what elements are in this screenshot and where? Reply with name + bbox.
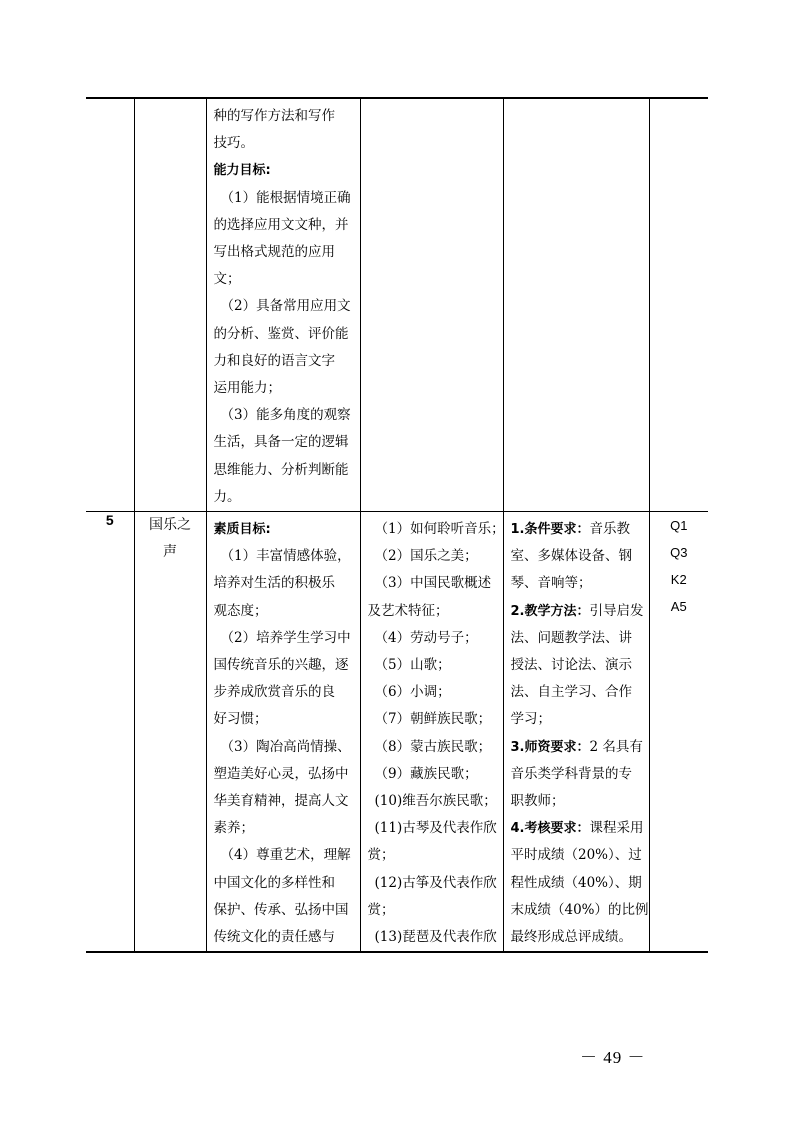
code-item: K2 [670,572,687,588]
text-line: 传统文化的责任感与 [213,929,335,946]
text-line: （2）国乐之美； [374,548,478,565]
text-line: (11)古琴及代表作欣 [374,820,497,837]
text-line: 思维能力、分析判断能 [213,461,349,478]
text-line: （1）能根据情境正确 [220,189,351,206]
course-name-line: 声 [163,544,177,561]
requirement-text: 音乐教 [589,521,630,538]
text-line: （8）蒙古族民歌； [374,738,492,755]
requirement-line [511,652,643,679]
requirement-text: 室、多媒体设备、钢 [510,548,632,565]
requirement-line [511,543,643,570]
text-line: (13)琵琶及代表作欣 [374,929,497,946]
objectives-cell [206,512,360,953]
text-line: （5）山歌； [374,657,451,674]
requirements-text [504,512,649,951]
requirement-line [511,516,643,543]
codes-cell [649,98,708,512]
text-line: 的选择应用文文种，并 [213,216,349,233]
objectives-text [207,512,360,951]
code-item: Q1 [670,518,688,534]
text-line: 观态度； [213,602,268,619]
text-line: 赏； [367,901,395,918]
requirement-text: 职教师； [510,793,565,810]
code-item: A5 [670,599,687,615]
text-line: 力和良好的语言文字 [213,352,335,369]
course-table [86,97,708,953]
requirement-line [511,842,643,869]
text-line: 赏； [367,847,395,864]
requirement-line [511,706,643,733]
requirement-line [511,870,643,897]
course-name-cell [134,98,206,512]
text-line: 步养成欣赏音乐的良 [213,684,335,701]
text-line: 写出格式规范的应用 [213,244,335,261]
text-line: 华美育精神，提高人文 [213,793,349,810]
text-line: （3）陶冶高尚情操、 [220,738,351,755]
course-number: 5 [86,512,134,953]
requirement-line [511,924,643,951]
text-line: 中国文化的多样性和 [213,874,335,891]
text-line: 种的写作方法和写作 [213,108,335,124]
text-line: 生活，具备一定的逻辑 [213,434,349,451]
text-line: (12)古筝及代表作欣 [374,874,497,891]
requirement-text: 琴、音响等； [510,575,592,592]
text-line: 文； [213,271,241,288]
contents-cell [360,512,503,953]
requirement-line [511,598,643,625]
text-line: 技巧。 [213,135,254,152]
text-line: 运用能力； [213,380,281,397]
codes-cell [649,512,708,953]
requirement-text: 程性成绩（40%）、期 [510,874,642,891]
requirement-line [511,788,643,815]
requirements-cell [503,512,649,953]
requirement-heading: 4.考核要求： [510,821,590,837]
number-cell [86,98,134,512]
requirement-heading: 3.师资要求： [510,739,590,755]
requirement-line [511,734,643,761]
text-line: 素养； [213,820,254,837]
contents-text [361,512,503,951]
requirements-cell [503,98,649,512]
text-line: 塑造美好心灵，弘扬中 [213,765,349,782]
text-line: 的分析、鉴赏、评价能 [213,325,349,342]
requirement-line [511,679,643,706]
requirement-text: 2 名具有 [589,738,643,755]
text-line: （1）如何聆听音乐； [374,521,505,538]
requirement-text: 法、问题教学法、讲 [510,629,632,646]
objectives-text [207,99,360,511]
requirement-heading: 2.教学方法： [510,603,590,619]
requirement-text: 课程采用 [589,820,644,837]
text-line: （9）藏族民歌； [374,765,478,782]
text-line: （3）中国民歌概述 [374,575,492,592]
text-line: 及艺术特征； [367,602,449,619]
text-line: （3）能多角度的观察 [220,407,351,424]
requirement-text: 法、自主学习、合作 [510,684,632,701]
text-line: 力。 [213,488,241,505]
requirement-text: 引导启发 [589,602,644,619]
requirement-line [510,897,649,924]
text-line: (10)维吾尔族民歌； [374,793,497,810]
requirement-text: 音乐类学科背景的专 [510,765,632,782]
code-item: Q3 [670,545,688,561]
text-line: 保护、传承、弘扬中国 [213,901,349,918]
requirement-heading: 1.条件要求： [510,522,590,538]
text-line: （4）劳动号子； [374,629,478,646]
requirement-line [511,815,643,842]
text-line: 素质目标: [213,522,271,538]
requirement-text: 学习； [510,711,551,728]
text-line: （1）丰富情感体验， [220,548,351,565]
text-line: （2）具备常用应用文 [220,298,351,315]
text-line: 好习惯； [213,711,268,728]
requirement-text: 最终形成总评成绩。 [510,929,632,946]
requirement-line [511,570,643,597]
requirement-text: 平时成绩（20%）、过 [510,847,642,864]
requirement-line [511,761,643,788]
text-line: （6）小调； [374,684,451,701]
course-name-line: 国乐之 [149,517,191,534]
text-line: 国传统音乐的兴趣，逐 [213,657,349,674]
requirement-line [511,625,643,652]
table-row [86,98,708,512]
requirement-text: 末成绩（40%）的比例 [510,901,649,918]
text-line: 培养对生活的积极乐 [213,575,335,592]
requirement-text: 授法、讨论法、演示 [510,657,632,674]
text-line: （7）朝鲜族民歌； [374,711,492,728]
table-row [86,512,708,953]
page-number: － 49 － [580,1048,646,1067]
contents-cell [360,98,503,512]
objectives-cell [206,98,360,512]
text-line: 能力目标: [213,163,271,179]
text-line: （4）尊重艺术，理解 [220,847,351,864]
course-name [134,512,206,953]
text-line: （2）培养学生学习中 [220,629,351,646]
